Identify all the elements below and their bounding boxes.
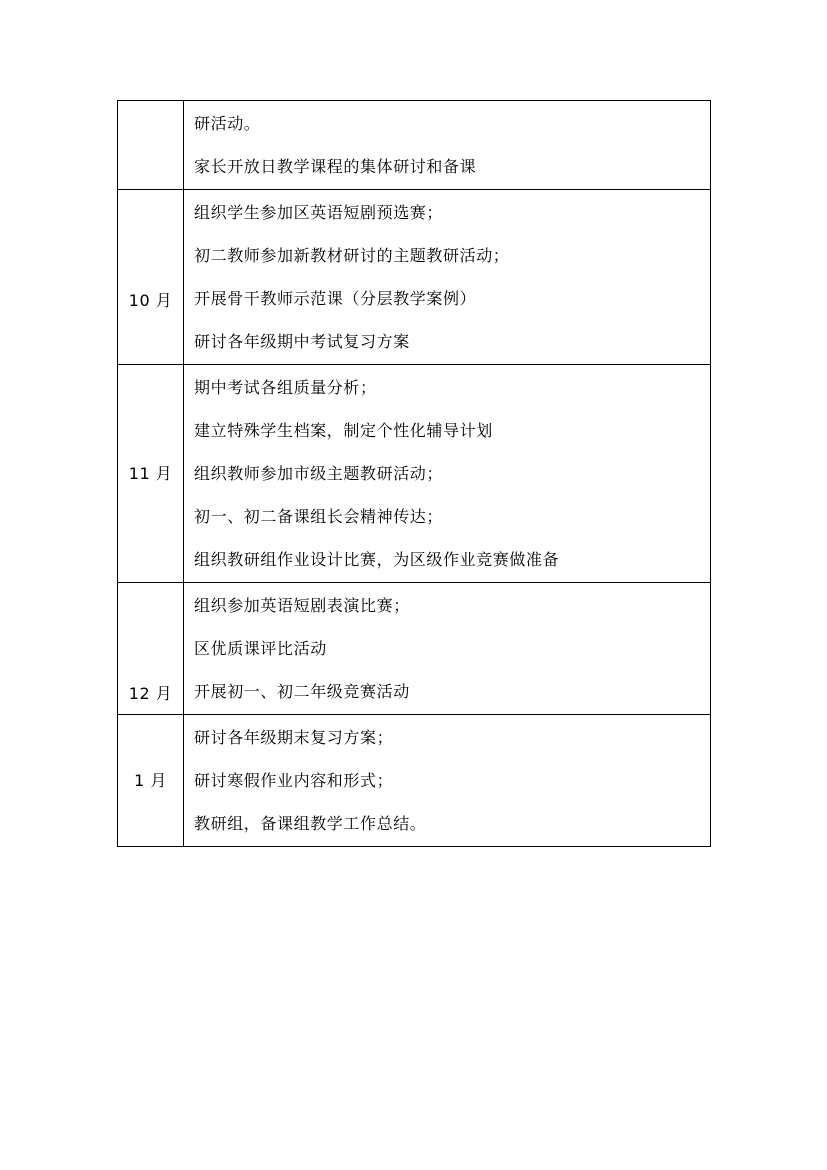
activity-item: 建立特殊学生档案，制定个性化辅导计划 — [194, 421, 493, 440]
activity-item: 区优质课评比活动 — [194, 639, 327, 658]
activity-item: 研讨各年级期中考试复习方案 — [194, 332, 410, 351]
activity-item: 组织教研组作业设计比赛，为区级作业竞赛做准备 — [194, 550, 560, 569]
activity-item: 组织学生参加区英语短剧预选赛； — [194, 203, 444, 222]
month-label: 10 月 — [128, 291, 173, 310]
activity-item: 初二教师参加新教材研讨的主题教研活动； — [194, 246, 510, 265]
month-cell — [118, 583, 184, 715]
table-row — [118, 101, 711, 190]
activity-item: 研讨各年级期末复习方案； — [194, 728, 394, 747]
activities-cell — [184, 190, 711, 365]
activity-item: 研活动。 — [194, 114, 261, 133]
table-row — [118, 190, 711, 365]
month-cell — [118, 715, 184, 847]
activity-item: 开展初一、初二年级竞赛活动 — [194, 682, 410, 701]
activities-cell — [184, 715, 711, 847]
monthly-plan-table — [117, 100, 711, 847]
table-row — [118, 365, 711, 583]
month-cell — [118, 365, 184, 583]
month-label: 12 月 — [128, 684, 173, 703]
activity-item: 初一、初二备课组长会精神传达； — [194, 507, 444, 526]
activities-cell — [184, 365, 711, 583]
activity-item: 研讨寒假作业内容和形式； — [194, 771, 394, 790]
activities-cell — [184, 101, 711, 190]
month-cell — [118, 101, 184, 190]
month-label: 11 月 — [128, 463, 173, 483]
table-row — [118, 715, 711, 847]
table-row — [118, 583, 711, 715]
month-cell — [118, 190, 184, 365]
activity-item: 期中考试各组质量分析； — [194, 378, 377, 397]
activities-cell — [184, 583, 711, 715]
activity-item: 家长开放日教学课程的集体研讨和备课 — [194, 157, 477, 176]
month-label: 1 月 — [134, 770, 167, 790]
activity-item: 组织参加英语短剧表演比赛； — [194, 596, 410, 615]
activity-item: 教研组，备课组教学工作总结。 — [194, 814, 427, 833]
activity-item: 开展骨干教师示范课（分层教学案例） — [194, 289, 477, 308]
activity-item: 组织教师参加市级主题教研活动； — [194, 464, 444, 483]
